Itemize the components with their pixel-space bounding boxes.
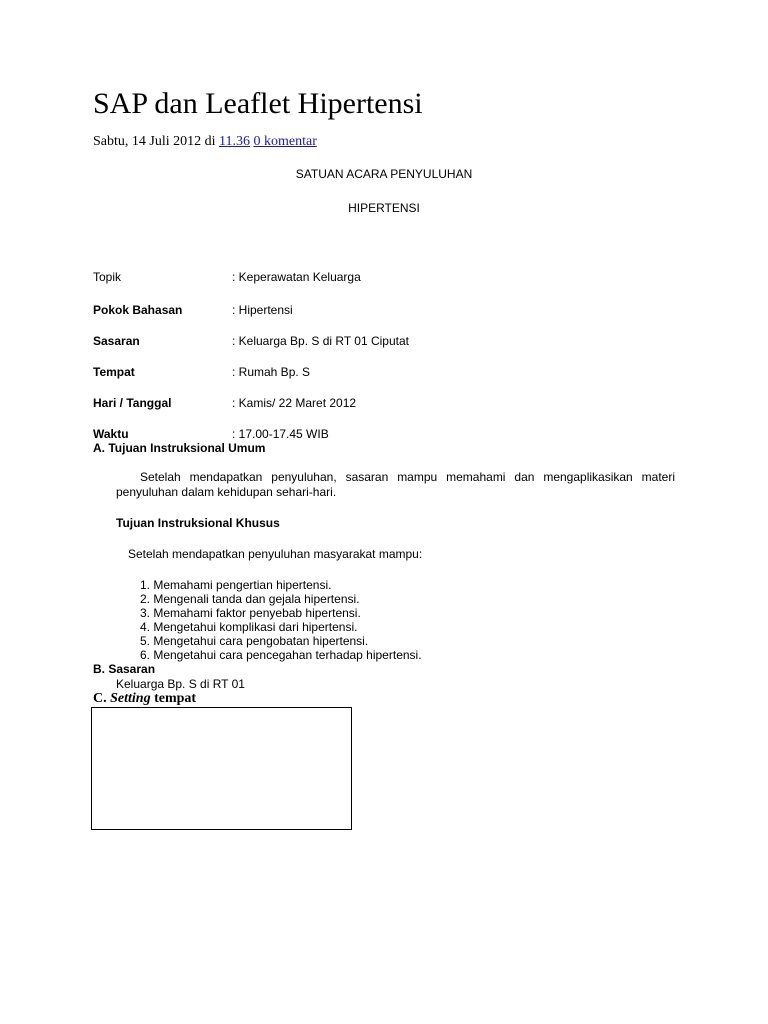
section-c-suffix: tempat [150,691,197,706]
section-a-text: Setelah mendapatkan penyuluhan, sasaran mampu memahami dan mengaplikasikan materi penyuluhan dalam kehidupan sehari-hari. [116,470,675,499]
section-b-text: Keluarga Bp. S di RT 01 [116,677,245,691]
section-c-heading [93,690,196,708]
section-c-italic: Setting [110,691,151,706]
info-value: : 17.00-17.45 WIB [232,427,329,441]
list-item: 4. Mengetahui komplikasi dari hipertensi. [140,620,358,634]
list-item: 5. Mengetahui cara pengobatan hipertensi. [140,634,369,648]
info-label: Waktu [93,427,129,441]
khusus-heading: Tujuan Instruksional Khusus [116,516,280,530]
list-item: 3. Memahami faktor penyebab hipertensi. [140,606,361,620]
post-time-link[interactable]: 11.36 [219,134,250,149]
list-item: 1. Memahami pengertian hipertensi. [140,578,332,592]
info-value: : Kamis/ 22 Maret 2012 [232,396,357,410]
post-date: Sabtu, 14 Juli 2012 di [93,134,220,149]
list-item: 2. Mengenali tanda dan gejala hipertensi. [140,592,360,606]
objective-list [140,578,422,662]
info-value: : Keperawatan Keluarga [232,270,361,284]
info-label: Pokok Bahasan [93,303,183,317]
info-label: Sasaran [93,334,140,348]
info-value: : Hipertensi [232,303,293,317]
list-item: 6. Mengetahui cara pencegahan terhadap hipertensi. [140,648,422,662]
doc-heading: SATUAN ACARA PENYULUHAN [295,167,473,181]
setting-diagram-box [91,707,352,830]
info-label: Tempat [93,365,135,379]
khusus-intro: Setelah mendapatkan penyuluhan masyarakat mampu: [128,547,423,561]
section-b-heading: B. Sasaran [93,662,156,676]
section-a-heading: A. Tujuan Instruksional Umum [93,441,266,455]
info-value: : Rumah Bp. S [232,365,311,379]
info-label: Hari / Tanggal [93,396,172,410]
post-meta [93,133,317,151]
section-c-prefix: C. [93,691,111,706]
doc-subheading: HIPERTENSI [348,201,420,215]
info-value: : Keluarga Bp. S di RT 01 Ciputat [232,334,409,348]
comments-link[interactable]: 0 komentar [253,134,317,149]
post-title: SAP dan Leaflet Hipertensi [93,87,423,120]
info-label: Topik [93,270,122,284]
